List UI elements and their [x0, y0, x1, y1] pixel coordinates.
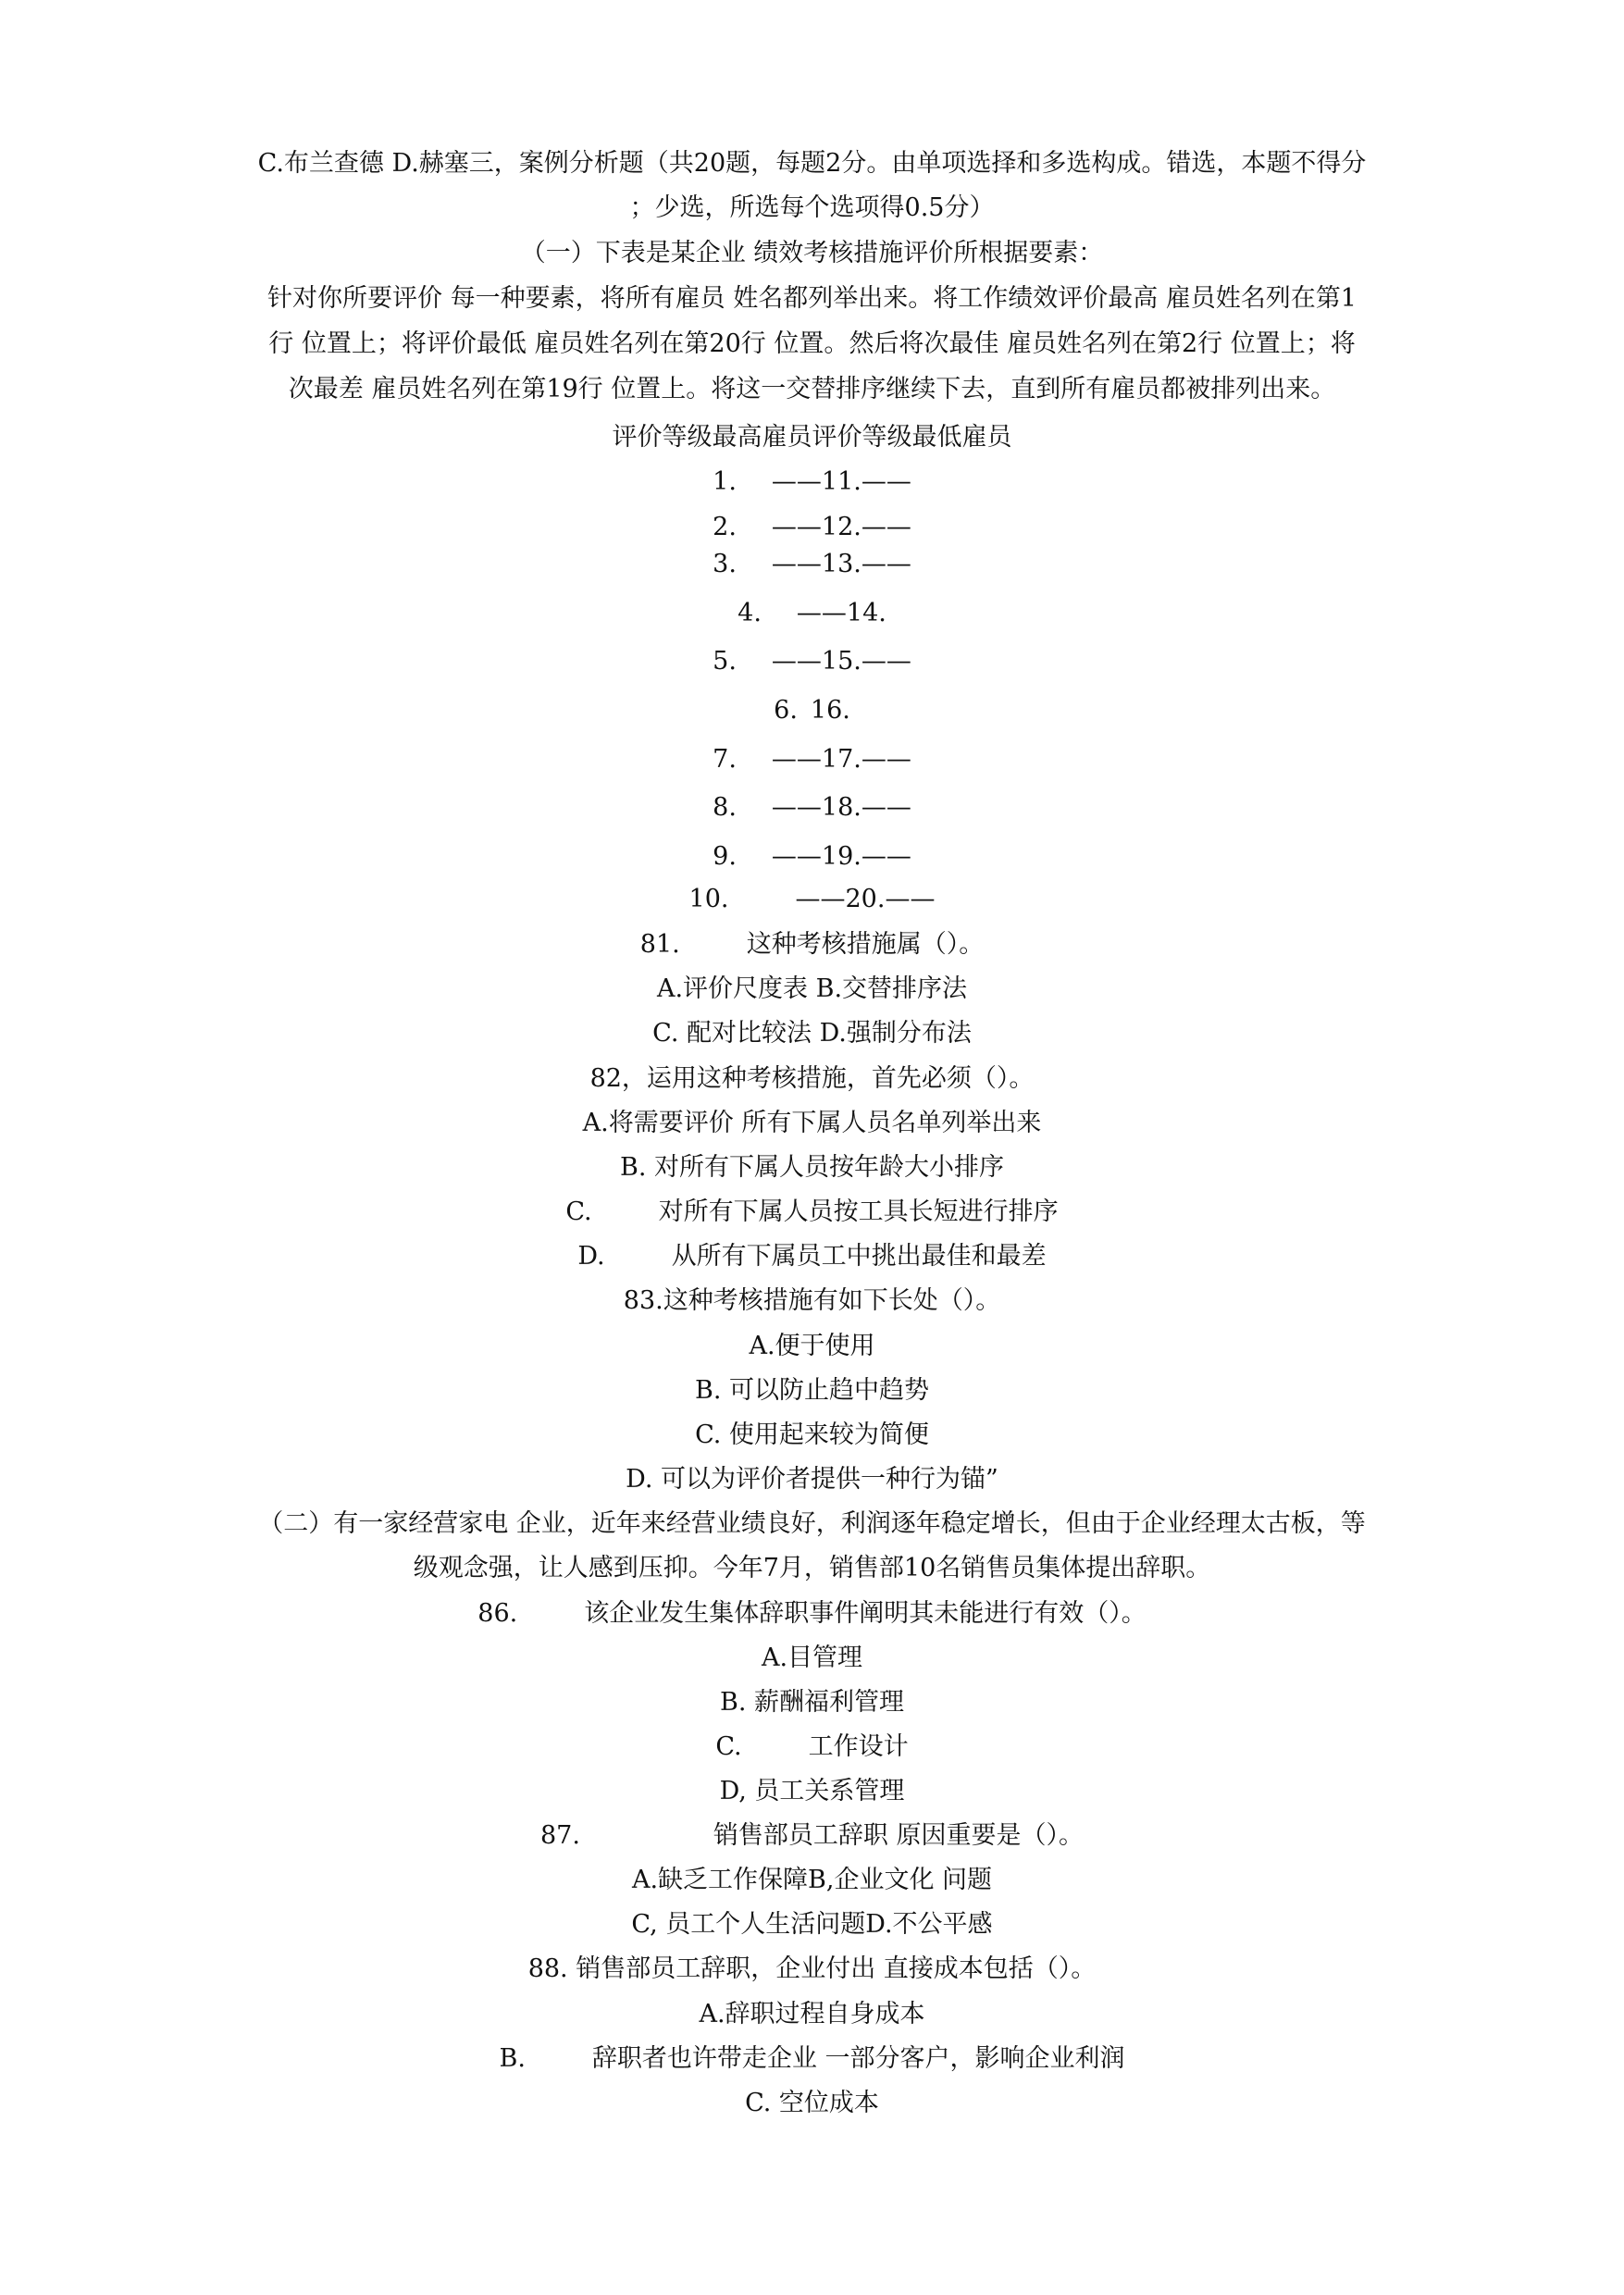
ranking-table-header: 评价等级最高雇员评价等级最低雇员 [612, 423, 1012, 452]
question-86-text: 该企业发生集体辞职事件阐明其未能进行有效（）。 [584, 1599, 1147, 1628]
ranking-row [185, 598, 1439, 629]
question-86-option-b: B. 薪酬福利管理 [719, 1688, 904, 1717]
ranking-row-right: ——15.—— [771, 647, 911, 676]
section-2-para-line-1: （二）有一家经营家电 企业，近年来经营业绩良好，利润逐年稳定增长，但由于企业经理太古板，等 [258, 1509, 1366, 1538]
ranking-row-left: 2. [713, 513, 737, 541]
intro-line-2: ；少选，所选每个选项得0.5分） [629, 193, 995, 222]
question-87 [185, 1820, 1439, 1852]
option-label: C. [565, 1197, 592, 1226]
question-83-option-b: B. 可以防止趋中趋势 [694, 1376, 929, 1405]
section-1-para-line-1: 针对你所要评价 每一种要素，将所有雇员 姓名都列举出来。将工作绩效评价最高 雇员姓名列在第1 [267, 284, 1357, 313]
ranking-row-left: 9. [713, 842, 737, 871]
question-86-option-d: D, 员工关系管理 [719, 1777, 905, 1805]
ranking-row [185, 549, 1439, 580]
ranking-row-right: ——20.—— [795, 885, 936, 913]
question-86-number: 86. [477, 1599, 518, 1628]
question-82-option-a: A.将需要评价 所有下属人员名单列举出来 [582, 1109, 1042, 1137]
option-label: C. [715, 1732, 742, 1761]
ranking-row-right: ——12.—— [771, 513, 911, 541]
ranking-row-left: 3. [713, 550, 737, 578]
question-88: 88. 销售部员工辞职，企业付出 直接成本包括（）。 [527, 1954, 1097, 1983]
question-88-option-b [185, 2043, 1439, 2075]
question-87-options-2: C, 员工个人生活问题D.不公平感 [631, 1910, 993, 1939]
question-88-option-a: A.辞职过程自身成本 [699, 2000, 925, 2028]
ranking-row-right: 16. [810, 696, 850, 725]
question-81 [185, 929, 1439, 961]
question-88-option-c: C. 空位成本 [745, 2089, 879, 2117]
question-83-option-c: C. 使用起来较为简便 [695, 1420, 929, 1449]
question-81-options-2: C. 配对比较法 D.强制分布法 [652, 1019, 972, 1048]
section-1-heading: （一）下表是某企业 绩效考核措施评价所根据要素： [520, 239, 1104, 267]
question-82-option-d [185, 1241, 1439, 1272]
section-2-para-line-2: 级观念强，让人感到压抑。今年7月，销售部10名销售员集体提出辞职。 [413, 1554, 1211, 1582]
question-81-number: 81. [639, 930, 680, 959]
question-87-text: 销售部员工辞职 原因重要是（）。 [713, 1821, 1085, 1850]
ranking-row [185, 841, 1439, 873]
ranking-row [185, 744, 1439, 775]
ranking-row [185, 466, 1439, 498]
question-83-option-a: A.便于使用 [749, 1332, 875, 1360]
option-label: B. [499, 2044, 526, 2073]
question-86-option-a: A.目管理 [761, 1644, 863, 1672]
ranking-row-left: 6. [774, 696, 798, 725]
question-81-options-1: A.评价尺度表 B.交替排序法 [656, 974, 968, 1003]
ranking-row [185, 646, 1439, 677]
option-text: 对所有下属人员按工具长短进行排序 [658, 1197, 1059, 1226]
intro-line-1: C.布兰查德 D.赫塞三，案例分析题（共20题，每题2分。由单项选择和多选构成。错选，本题不得分 [257, 149, 1367, 178]
ranking-row-right: ——17.—— [771, 745, 911, 774]
ranking-row-right: ——14. [796, 599, 886, 627]
ranking-row [185, 695, 1439, 726]
option-text: 辞职者也许带走企业 一部分客户，影响企业利润 [591, 2044, 1125, 2073]
question-87-options-1: A.缺乏工作保障B,企业文化 问题 [631, 1866, 993, 1894]
ranking-row [185, 884, 1439, 915]
ranking-row [185, 792, 1439, 824]
ranking-row [185, 512, 1439, 543]
question-82-option-c [185, 1197, 1439, 1228]
question-82-option-b: B. 对所有下属人员按年龄大小排序 [619, 1153, 1004, 1182]
ranking-row-right: ——11.—— [771, 467, 911, 496]
ranking-row-right: ——18.—— [771, 793, 911, 822]
question-87-number: 87. [539, 1821, 580, 1850]
ranking-row-left: 8. [713, 793, 737, 822]
section-1-para-line-2: 行 位置上；将评价最低 雇员姓名列在第20行 位置。然后将次最佳 雇员姓名列在第2行 位置上；将 [268, 329, 1356, 358]
question-82: 82，运用这种考核措施，首先必须（）。 [589, 1064, 1035, 1093]
option-text: 从所有下属员工中挑出最佳和最差 [671, 1242, 1047, 1271]
option-text: 工作设计 [808, 1732, 909, 1761]
ranking-row-left: 5. [713, 647, 737, 676]
ranking-row-right: ——13.—— [771, 550, 911, 578]
ranking-row-left: 1. [713, 467, 737, 496]
question-83: 83.这种考核措施有如下长处（）。 [623, 1286, 1001, 1315]
ranking-row-left: 4. [738, 599, 762, 627]
section-1-para-line-3: 次最差 雇员姓名列在第19行 位置上。将这一交替排序继续下去，直到所有雇员都被排列出来。 [288, 375, 1336, 403]
question-86 [185, 1598, 1439, 1630]
question-86-option-c [185, 1731, 1439, 1763]
option-label: D. [577, 1242, 605, 1271]
ranking-row-left: 7. [713, 745, 737, 774]
question-81-text: 这种考核措施属（）。 [746, 930, 985, 959]
ranking-row-right: ——19.—— [771, 842, 911, 871]
ranking-row-left: 10. [688, 885, 729, 913]
question-83-option-d: D. 可以为评价者提供一种行为锚” [626, 1465, 998, 1494]
